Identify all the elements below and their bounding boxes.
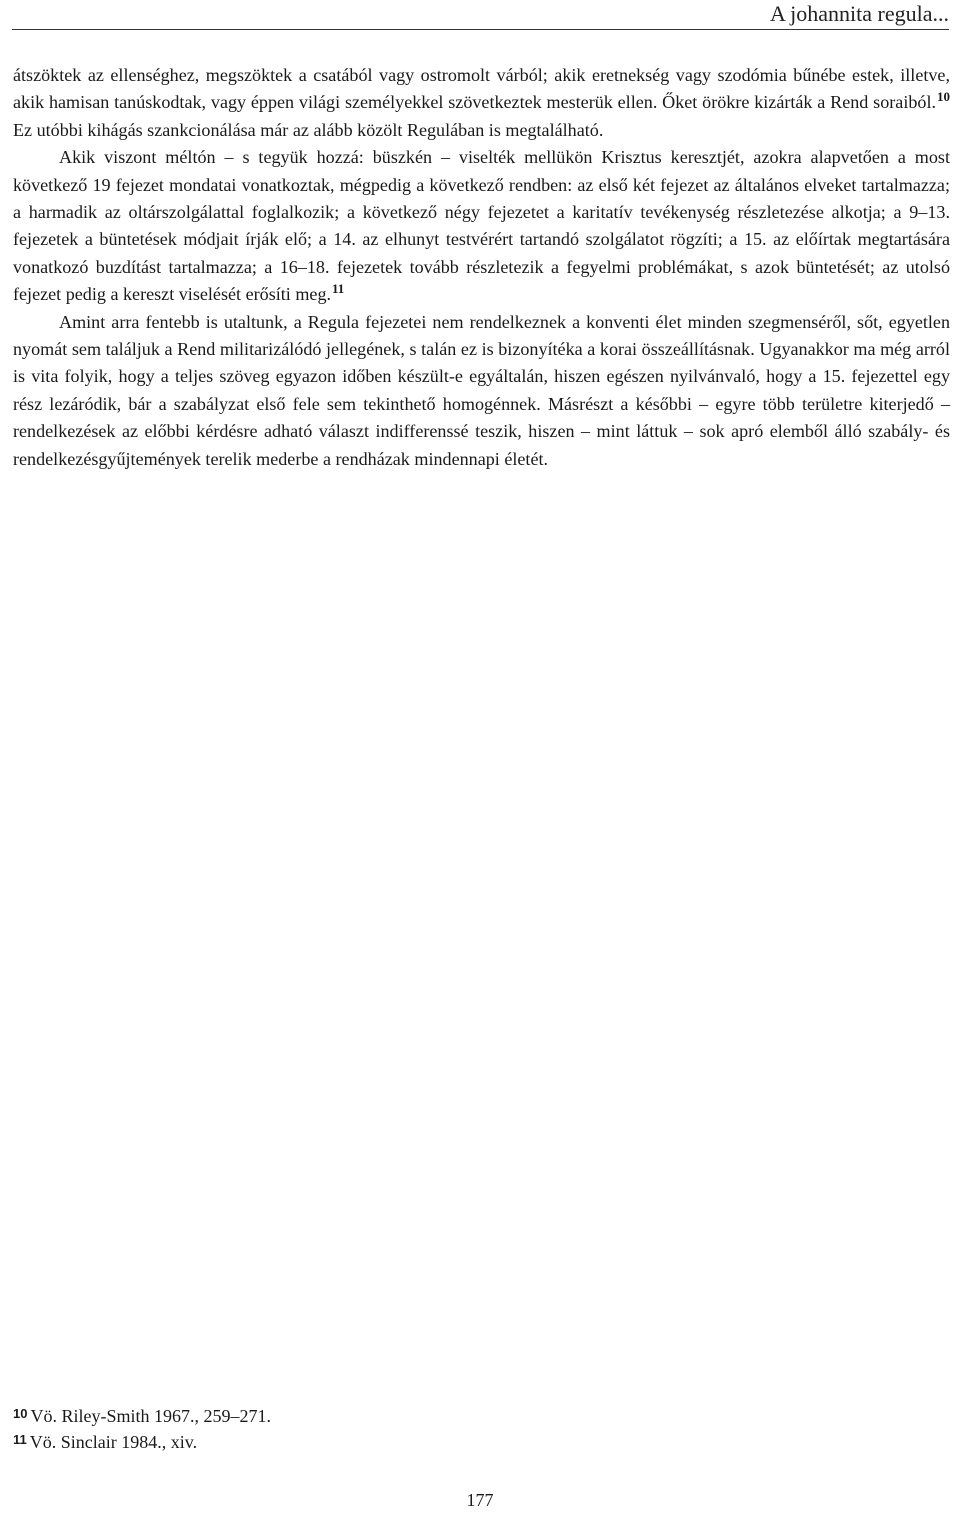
paragraph-3: Amint arra fentebb is utaltunk, a Regula fejezetei nem rendelkeznek a konventi élet minden szegmenséről, sőt, egyetlen nyomát sem találjuk a Rend militarizálódó jellegének, s talán ez is bizonyítéka a korai összeállításnak. Ugyanakkor ma még arról is vita folyik, hogy a teljes szöveg egyazon időben készült-e egyáltalán, hiszen egészen nyilvánvaló, hogy a 15. fejezettel egy rész lezáródik, bár a szabályzat első fele sem tekinthető homogénnek. Másrészt a későbbi – egyre több területre kiterjedő – rendelkezések az előbbi kérdésre adható választ indifferenssé teszik, hiszen – mint láttuk – sok apró elemből álló szabály- és rendelkezésgyűjtemények terelik mederbe a rendházak mindennapi életét. [13,311,950,469]
running-header: A johannita regula... [769,1,949,26]
footnote-text: Vö. Sinclair 1984., xiv. [29,1432,198,1452]
footnote-number: 11 [13,1432,27,1447]
page-number: 177 [466,1490,494,1510]
paragraph-2-text: Akik viszont méltón – s tegyük hozzá: büszkén – viselték mellükön Krisztus keresztjét, azokra alapvetően a most következő 19 fejezet mondatai vonatkoztak, mégpedig a következő rendben: az első két fejezet az általános elveket tartalmazza; a harmadik az oltárszolgálattal foglalkozik; a következő négy fejezetet a karitatív tevékenység részletezése alkotja; a 9–13. fejezetek a büntetések módjait írják elő; a 14. az elhunyt testvérért tartandó szolgálatot rögzíti; a 15. az előírtak megtartására vonatkozó buzdítást tartalmazza; a 16–18. fejezetek tovább részletezik a fegyelmi problémákat, s azok büntetését; az utolsó fejezet pedig a kereszt viselését erősíti meg. [13,147,950,305]
footnote-text: Vö. Riley-Smith 1967., 259–271. [30,1406,271,1426]
paragraph-1-text-cont: Ez utóbbi kihágás szankcionálása már az alább közölt Regulában is megtalálható. [13,119,604,140]
footnote-ref-10[interactable]: 10 [937,89,950,105]
footnotes [13,1404,913,1456]
header-rule [12,29,949,30]
footnote-ref-11[interactable]: 11 [332,281,345,297]
main-text [13,62,950,473]
footnote-number: 10 [13,1406,28,1421]
footnote-11 [13,1430,913,1456]
footnote-10 [13,1404,913,1430]
paragraph-1 [13,62,950,144]
paragraph-2 [13,144,950,308]
paragraph-1-text: átszöktek az ellenséghez, megszöktek a csatából vagy ostromolt várból; akik eretnekség vagy szodómia bűnébe estek, illetve, akik hamisan tanúskodtak, vagy éppen világi személyekkel szövetkeztek mesterük ellen. Őket örökre kizárták a Rend soraiból. [13,65,950,113]
